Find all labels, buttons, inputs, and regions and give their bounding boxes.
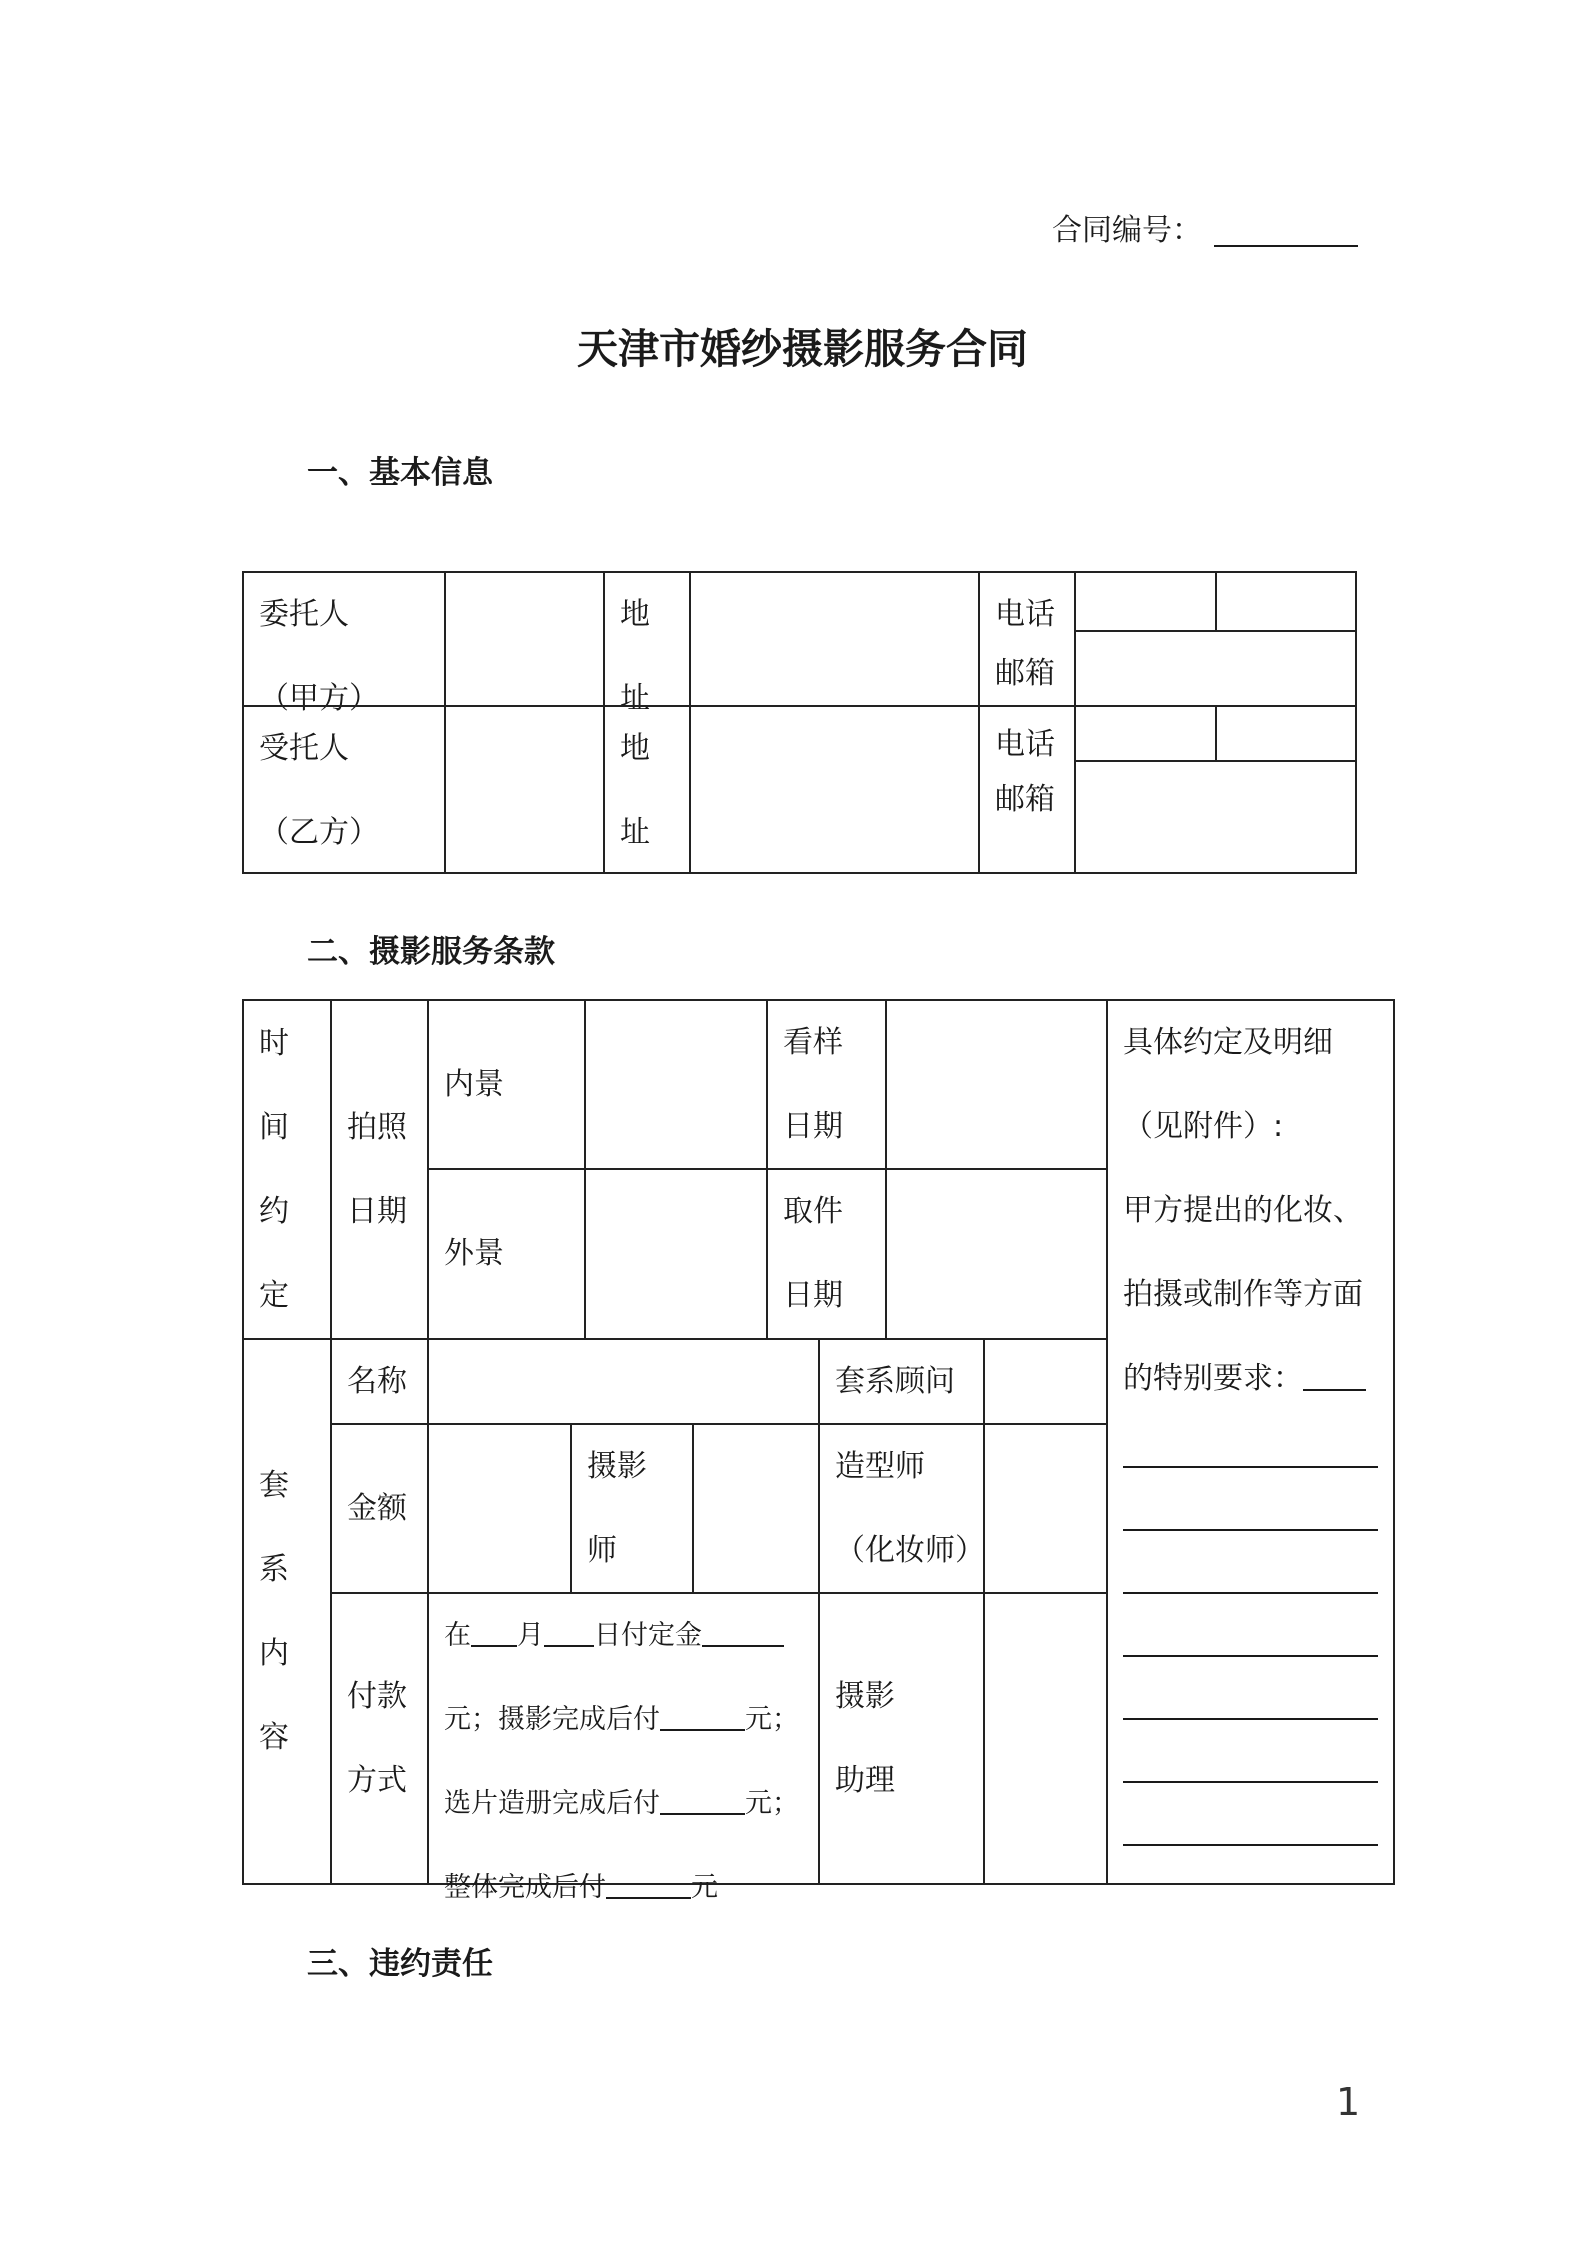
document-title: 天津市婚纱摄影服务合同: [577, 325, 1028, 373]
contract-number-label: 合同编号：: [1052, 213, 1202, 248]
special-terms-cell: [1106, 999, 1395, 1885]
stylist-label-2: （化妆师）: [835, 1532, 985, 1568]
package-group-char: 容: [259, 1719, 289, 1755]
special-requirements-label: 的特别要求：: [1123, 1361, 1303, 1396]
party-a-role-label: 委托人: [259, 597, 349, 632]
photographer-field: [692, 1423, 820, 1594]
pickup-date-label-1: 取件: [783, 1194, 843, 1229]
special-terms-line: 具体约定及明细: [1123, 1025, 1333, 1060]
package-group-label-cell: [242, 1338, 332, 1885]
party-b-email-field: [1074, 760, 1357, 874]
pickup-date-label-cell: [766, 1168, 887, 1340]
special-terms-blank-line: [1123, 1736, 1378, 1799]
payment-text: 月: [517, 1620, 544, 1651]
package-name-label: 名称: [347, 1363, 407, 1399]
proof-date-label-1: 看样: [783, 1024, 843, 1060]
special-terms-line: （见附件）:: [1123, 1109, 1284, 1144]
package-group-char: 内: [259, 1635, 289, 1671]
contract-number-blank: [1214, 245, 1358, 247]
party-b-role-cell: [242, 705, 446, 874]
section-basic-info-heading: 一、基本信息: [307, 455, 493, 491]
special-requirements-blank: [1303, 1389, 1366, 1391]
party-b-phone-field-1: [1074, 705, 1217, 762]
payment-label-2: 方式: [347, 1762, 407, 1798]
party-b-address-field: [689, 705, 980, 874]
party-b-name-field: [444, 705, 605, 874]
stylist-field: [983, 1423, 1108, 1594]
package-name-label-cell: [330, 1338, 429, 1425]
party-b-email-label: 邮箱: [995, 782, 1055, 817]
after-shoot-amount-blank: [660, 1729, 745, 1731]
schedule-group-char: 约: [259, 1193, 289, 1229]
special-terms-blank-line: [1123, 1610, 1378, 1673]
special-terms-blank-line: [1123, 1421, 1378, 1484]
party-a-name-field: [444, 571, 605, 707]
schedule-group-char: 定: [259, 1277, 289, 1313]
party-a-phone-field-1: [1074, 571, 1217, 632]
stylist-label-1: 造型师: [835, 1448, 925, 1484]
payment-label-cell: [330, 1592, 429, 1885]
contract-number: [1052, 211, 1358, 251]
party-a-contact-label-cell: [978, 571, 1076, 707]
payment-terms-cell: [427, 1592, 820, 1903]
section-breach-heading: 三、违约责任: [307, 1946, 493, 1982]
final-amount-blank: [606, 1897, 691, 1899]
assistant-label-2: 助理: [835, 1762, 895, 1798]
party-a-email-field: [1074, 630, 1357, 707]
party-a-role-cell: [242, 571, 446, 716]
party-a-email-label: 邮箱: [995, 656, 1055, 691]
payment-text: 元: [691, 1872, 718, 1903]
payment-text: 元；: [745, 1704, 799, 1735]
payment-text: 日付定金: [594, 1620, 702, 1651]
shoot-date-label-2: 日期: [347, 1193, 407, 1229]
shoot-date-label-1: 拍照: [347, 1109, 407, 1145]
payment-text: 元；摄影完成后付: [444, 1704, 660, 1735]
assistant-field: [983, 1592, 1108, 1885]
payment-day-blank: [544, 1645, 594, 1647]
payment-line: [444, 1678, 818, 1762]
party-a-address-label-cell: [603, 571, 691, 716]
photographer-label-cell: [570, 1423, 694, 1594]
payment-text: 在: [444, 1620, 471, 1651]
photographer-label-2: 师: [587, 1532, 617, 1568]
party-a-phone-label: 电话: [995, 597, 1055, 632]
party-b-role-sub-label: （乙方）: [259, 815, 379, 850]
payment-line: [444, 1762, 818, 1846]
payment-label-1: 付款: [347, 1678, 407, 1714]
payment-text: 整体完成后付: [444, 1872, 606, 1903]
deposit-amount-blank: [702, 1645, 784, 1647]
after-album-amount-blank: [660, 1813, 745, 1815]
package-name-field: [427, 1338, 820, 1425]
payment-text: 元；: [745, 1788, 799, 1819]
party-a-role-sub-label: （甲方）: [259, 681, 379, 716]
party-b-address-label-1: 地: [620, 731, 650, 766]
party-a-address-label-1: 地: [620, 597, 650, 632]
payment-month-blank: [471, 1645, 517, 1647]
pickup-date-label-2: 日期: [783, 1278, 843, 1313]
assistant-label-cell: [818, 1592, 985, 1885]
stylist-label-cell: [818, 1423, 985, 1594]
special-terms-line: [1123, 1337, 1393, 1421]
amount-field: [427, 1423, 572, 1594]
shoot-date-label-cell: [330, 999, 429, 1340]
party-a-address-field: [689, 571, 980, 707]
consultant-label-cell: [818, 1338, 985, 1425]
consultant-label: 套系顾问: [835, 1363, 955, 1399]
schedule-group-char: 时: [259, 1025, 289, 1061]
special-terms-line: 拍摄或制作等方面: [1123, 1277, 1363, 1312]
party-b-phone-label: 电话: [995, 727, 1055, 762]
party-a-address-label-2: 址: [620, 681, 650, 716]
party-b-address-label-2: 址: [620, 815, 650, 850]
payment-line: [444, 1594, 818, 1678]
indoor-label: 内景: [444, 1066, 504, 1102]
amount-label: 金额: [347, 1490, 407, 1526]
party-b-address-label-cell: [603, 705, 691, 874]
outdoor-label: 外景: [444, 1236, 504, 1271]
special-terms-blank-line: [1123, 1799, 1378, 1862]
schedule-group-label-cell: [242, 999, 332, 1340]
special-terms-blank-line: [1123, 1673, 1378, 1736]
special-terms-blank-line: [1123, 1484, 1378, 1547]
photographer-label-1: 摄影: [587, 1448, 647, 1484]
proof-date-label-2: 日期: [783, 1108, 843, 1144]
indoor-date-field: [584, 999, 768, 1170]
proof-date-field: [885, 999, 1108, 1170]
consultant-field: [983, 1338, 1108, 1425]
payment-text: 选片造册完成后付: [444, 1788, 660, 1819]
pickup-date-field: [885, 1168, 1108, 1340]
page-number: 1: [1336, 2080, 1361, 2124]
amount-label-cell: [330, 1423, 429, 1594]
outdoor-date-field: [584, 1168, 768, 1340]
party-b-phone-field-2: [1215, 705, 1357, 762]
assistant-label-1: 摄影: [835, 1678, 895, 1714]
outdoor-label-cell: [427, 1168, 586, 1340]
schedule-group-char: 间: [259, 1109, 289, 1145]
party-a-phone-field-2: [1215, 571, 1357, 632]
party-b-role-label: 受托人: [259, 731, 349, 766]
special-terms-blank-line: [1123, 1547, 1378, 1610]
indoor-label-cell: [427, 999, 586, 1170]
special-terms-line: 甲方提出的化妆、: [1123, 1193, 1363, 1228]
party-b-contact-label-cell: [978, 705, 1076, 874]
section-service-terms-heading: 二、摄影服务条款: [307, 934, 555, 970]
proof-date-label-cell: [766, 999, 887, 1170]
payment-line: [444, 1846, 818, 1930]
package-group-char: 系: [259, 1551, 289, 1587]
package-group-char: 套: [259, 1467, 289, 1503]
